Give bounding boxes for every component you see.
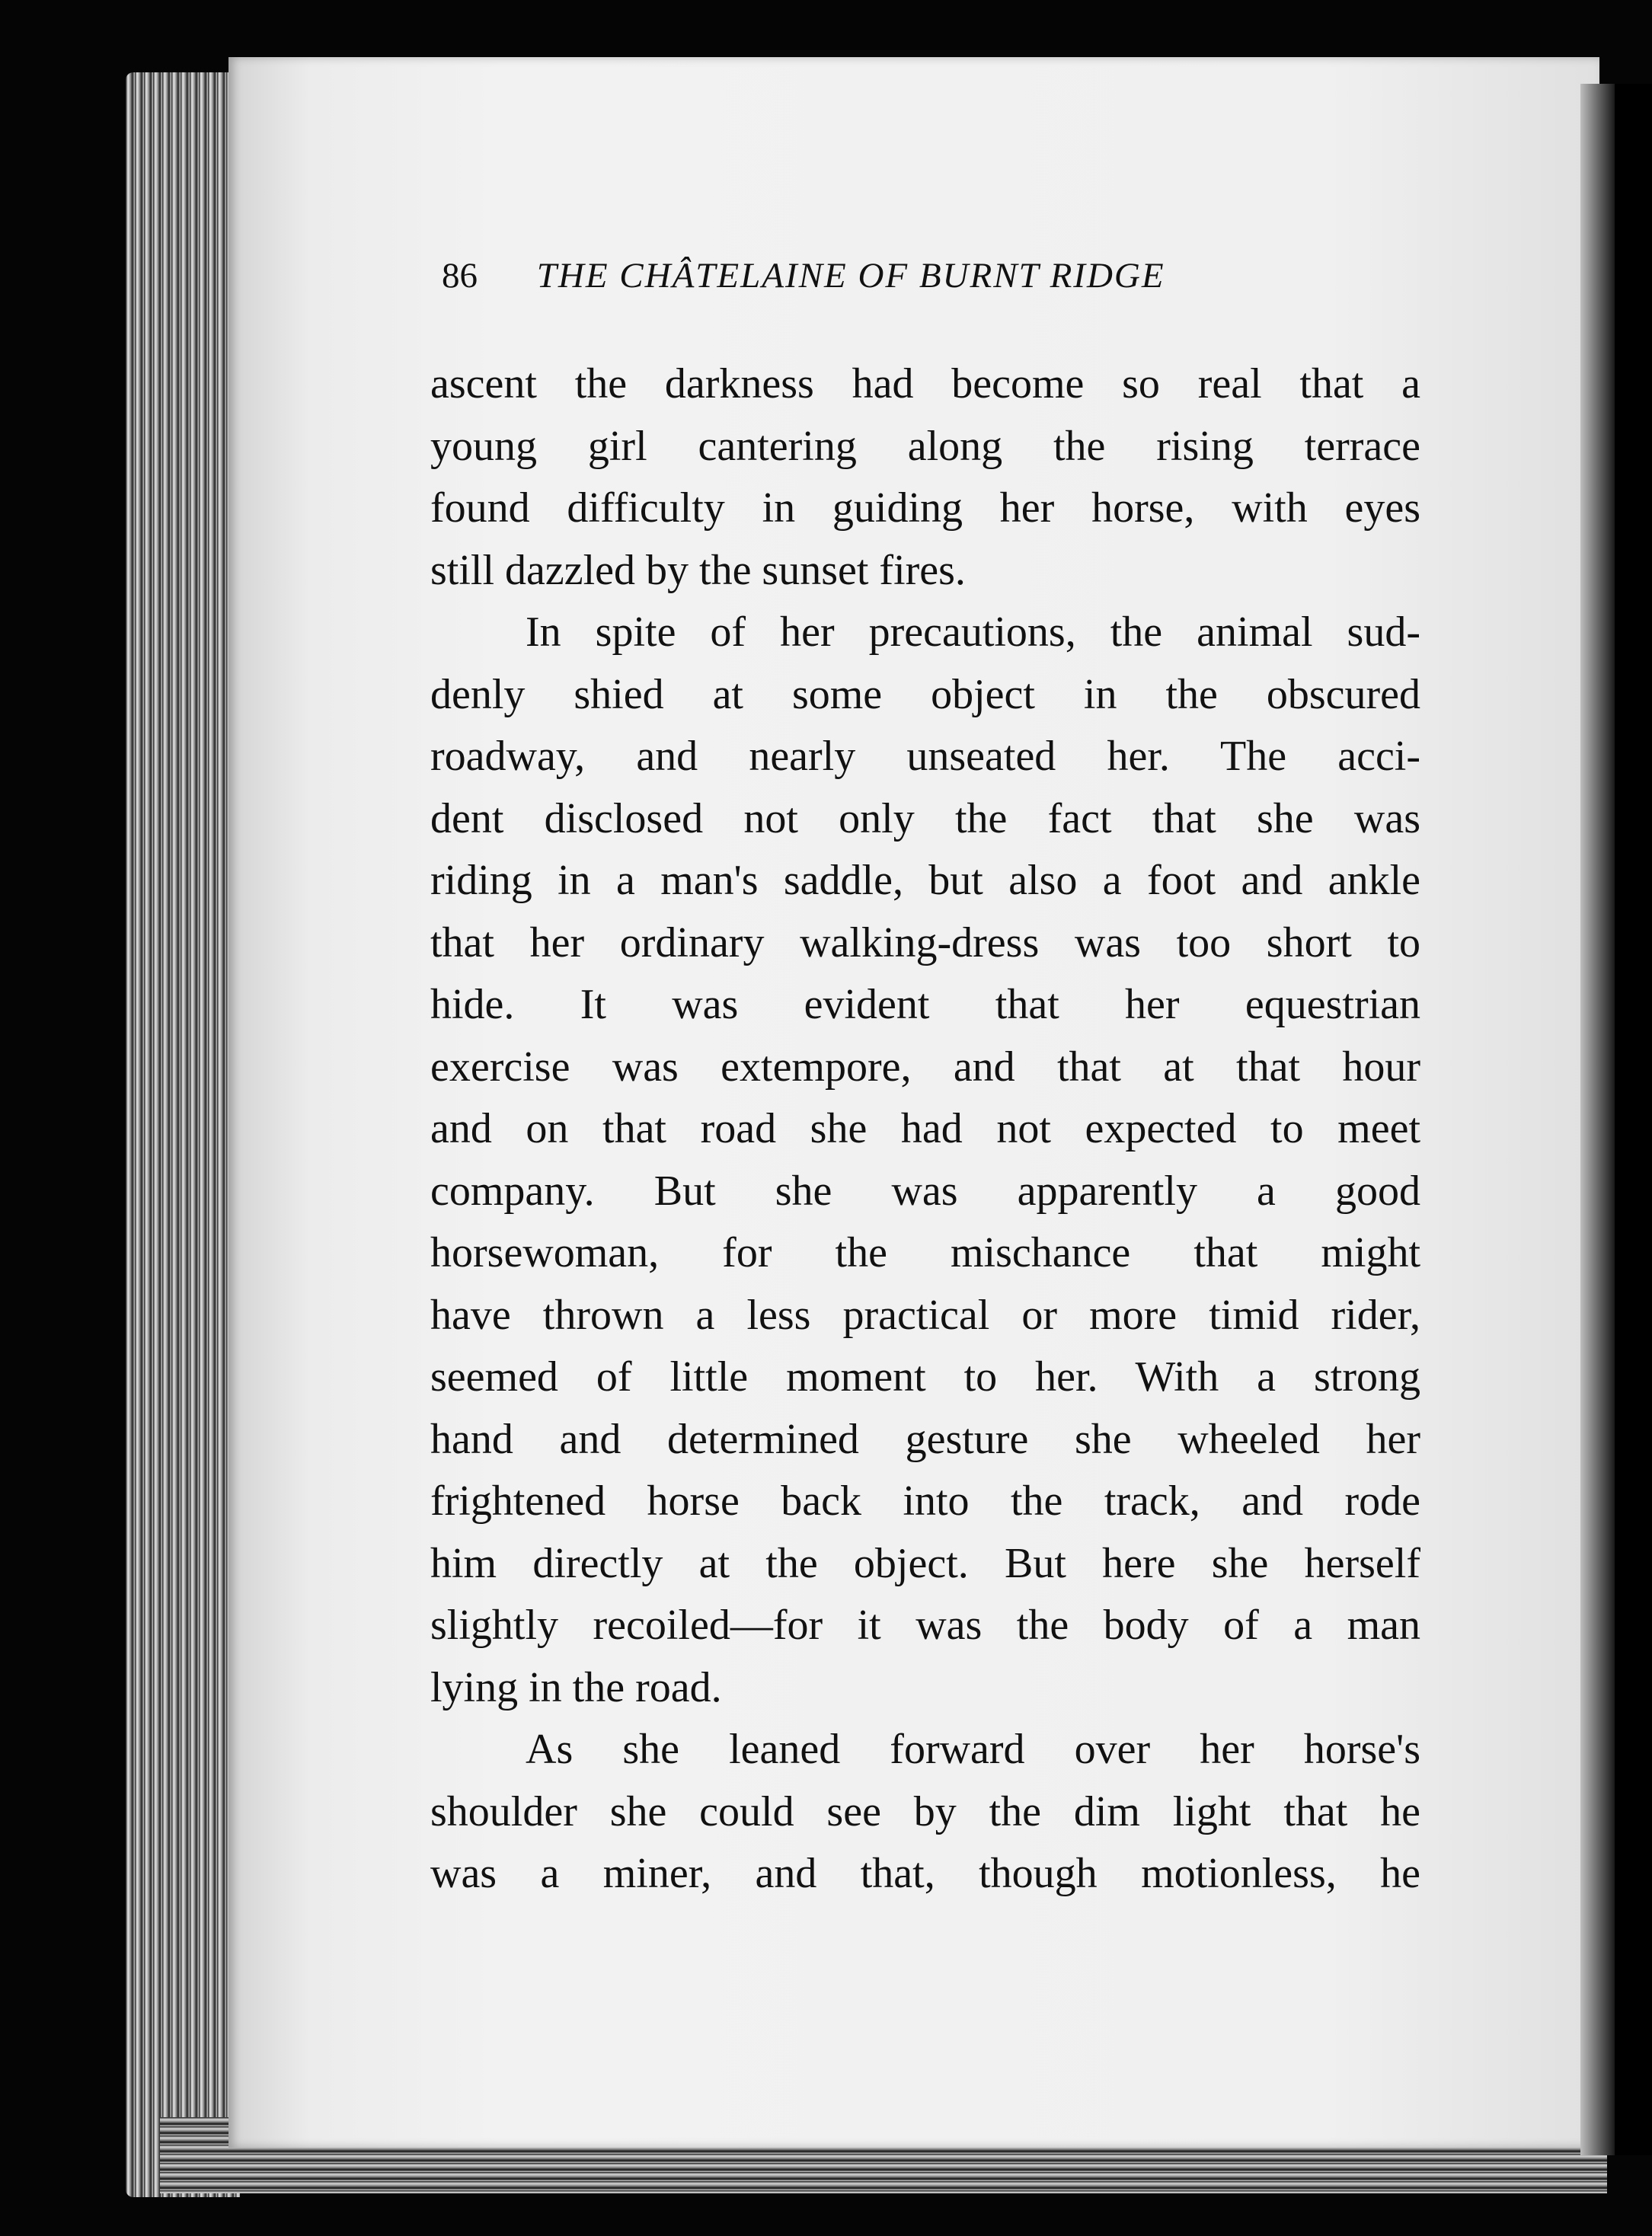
text-line: ascent the darkness had become so real that a	[430, 360, 1420, 407]
running-header	[442, 255, 1417, 308]
text-line: horsewoman, for the mischance that might	[430, 1229, 1420, 1276]
text-line: company. But she was apparently a good	[430, 1167, 1420, 1215]
text-line: him directly at the object. But here she herself	[430, 1539, 1420, 1587]
text-line: riding in a man's saddle, but also a foot and ankle	[430, 857, 1420, 904]
text-line: hide. It was evident that her equestrian	[430, 981, 1420, 1028]
text-line: dent disclosed not only the fact that she was	[430, 794, 1420, 842]
book-page-edges-left	[126, 72, 240, 2197]
text-line: was a miner, and that, though motionless, he	[430, 1850, 1420, 1897]
text-line: As she leaned forward over her horse's	[526, 1726, 1420, 1773]
text-line: and on that road she had not expected to meet	[430, 1105, 1420, 1152]
text-line: young girl cantering along the rising terrace	[430, 422, 1420, 470]
book-gutter	[1580, 84, 1615, 2155]
text-line: seemed of little moment to her. With a strong	[430, 1353, 1420, 1401]
text-line: that her ordinary walking-dress was too short to	[430, 918, 1420, 966]
text-line: hand and determined gesture she wheeled her	[430, 1415, 1420, 1463]
text-line: denly shied at some object in the obscured	[430, 670, 1420, 718]
body-text	[430, 353, 1420, 1905]
text-line: In spite of her precautions, the animal sud-	[526, 609, 1420, 656]
text-line: have thrown a less practical or more timid rider,	[430, 1291, 1420, 1339]
text-line: exercise was extempore, and that at that hour	[430, 1043, 1420, 1091]
text-line: lying in the road.	[430, 1663, 722, 1711]
text-line: roadway, and nearly unseated her. The acci-	[430, 733, 1420, 780]
text-line: shoulder she could see by the dim light that he	[430, 1787, 1420, 1835]
text-line: found difficulty in guiding her horse, with eyes	[430, 484, 1420, 532]
running-title: THE CHÂTELAINE OF BURNT RIDGE	[536, 256, 1165, 295]
text-line: slightly recoiled—for it was the body of a man	[430, 1602, 1420, 1649]
text-line: still dazzled by the sunset fires.	[430, 546, 966, 594]
facing-page-edge	[1615, 84, 1652, 2155]
text-line: frightened horse back into the track, and rode	[430, 1477, 1420, 1525]
page-number: 86	[442, 256, 478, 295]
